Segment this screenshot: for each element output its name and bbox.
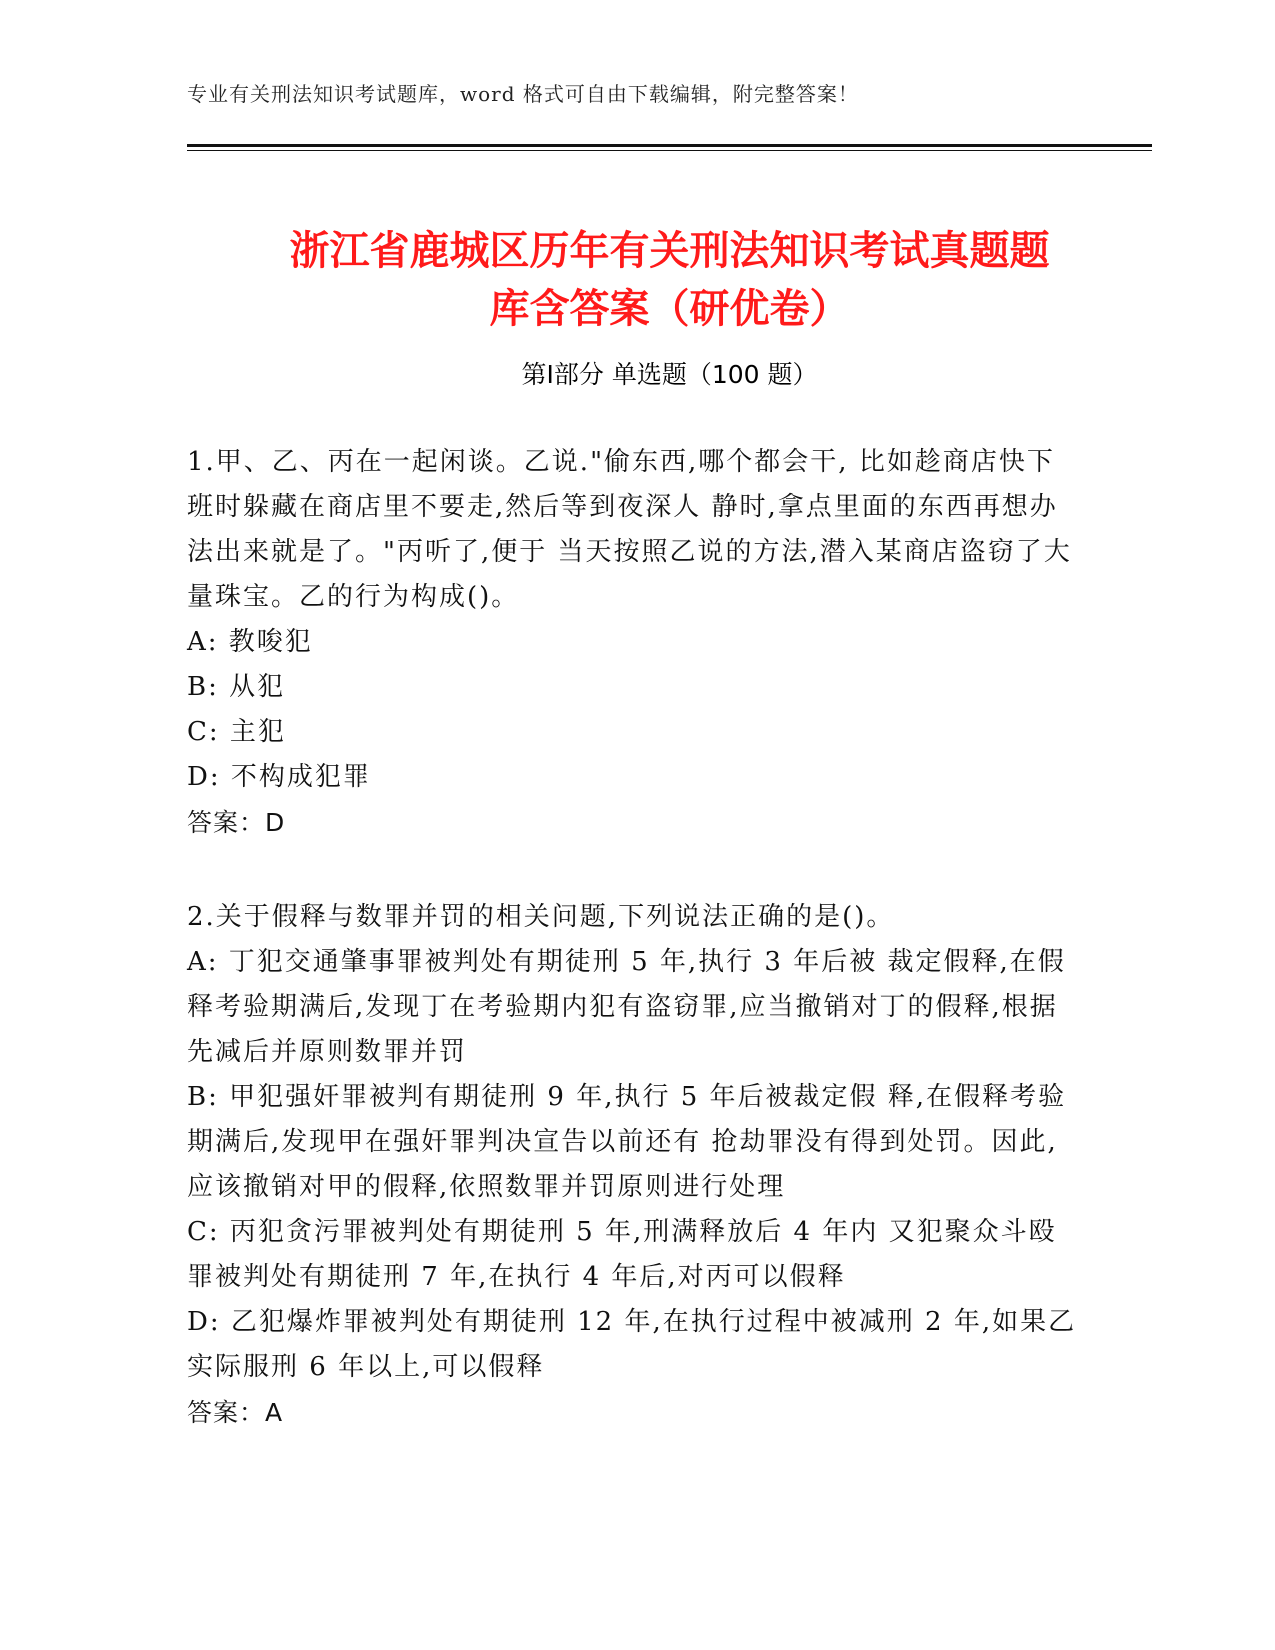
question-2 (187, 895, 1077, 1435)
question-2-answer: 答案：A (187, 1398, 284, 1427)
question-1-answer: 答案：D (187, 808, 286, 837)
question-1-option-c: C: 主犯 (187, 717, 286, 747)
header-note: 专业有关刑法知识考试题库，word 格式可自由下载编辑，附完整答案！ (187, 82, 859, 106)
header-divider-thin (187, 150, 1152, 151)
question-2-option-b: B: 甲犯强奸罪被判有期徒刑 9 年,执行 5 年后被裁定假 释,在假释考验期满后,发现甲在强奸罪判决宣告以前还有 抢劫罪没有得到处罚。因此,应该撤销对甲的假释,依照数罪并罚原则进行处理 (187, 1082, 1067, 1202)
question-1-option-d: D: 不构成犯罪 (187, 762, 371, 792)
header-divider-thick (187, 144, 1152, 147)
question-2-stem: 2.关于假释与数罪并罚的相关问题,下列说法正确的是()。 (187, 902, 895, 932)
question-2-option-a: A: 丁犯交通肇事罪被判处有期徒刑 5 年,执行 3 年后被 裁定假释,在假释考验期满后,发现丁在考验期内犯有盗窃罪,应当撤销对丁的假释,根据先减后并原则数罪并罚 (187, 947, 1066, 1067)
question-1-option-a: A: 教唆犯 (187, 627, 313, 657)
question-2-option-d: D: 乙犯爆炸罪被判处有期徒刑 12 年,在执行过程中被减刑 2 年,如果乙实际服刑 6 年以上,可以假释 (187, 1307, 1077, 1382)
question-1-option-b: B: 从犯 (187, 672, 286, 702)
document-title (187, 222, 1152, 338)
question-1 (187, 440, 1077, 845)
question-2-option-c: C: 丙犯贪污罪被判处有期徒刑 5 年,刑满释放后 4 年内 又犯聚众斗殴罪被判处有期徒刑 7 年,在执行 4 年后,对丙可以假释 (187, 1217, 1057, 1292)
document-title-line-1: 浙江省鹿城区历年有关刑法知识考试真题题 (289, 227, 1050, 274)
question-1-stem: 1.甲、乙、丙在一起闲谈。乙说."偷东西,哪个都会干, 比如趁商店快下班时躲藏在商店里不要走,然后等到夜深人 静时,拿点里面的东西再想办法出来就是了。"丙听了,便于 当天按照乙说的方法,潜入某商店盗窃了大量珠宝。乙的行为构成()。 (187, 447, 1072, 612)
section-heading: 第Ⅰ部分 单选题（100 题） (521, 360, 818, 389)
document-title-line-2: 库含答案（研优卷） (489, 285, 850, 332)
